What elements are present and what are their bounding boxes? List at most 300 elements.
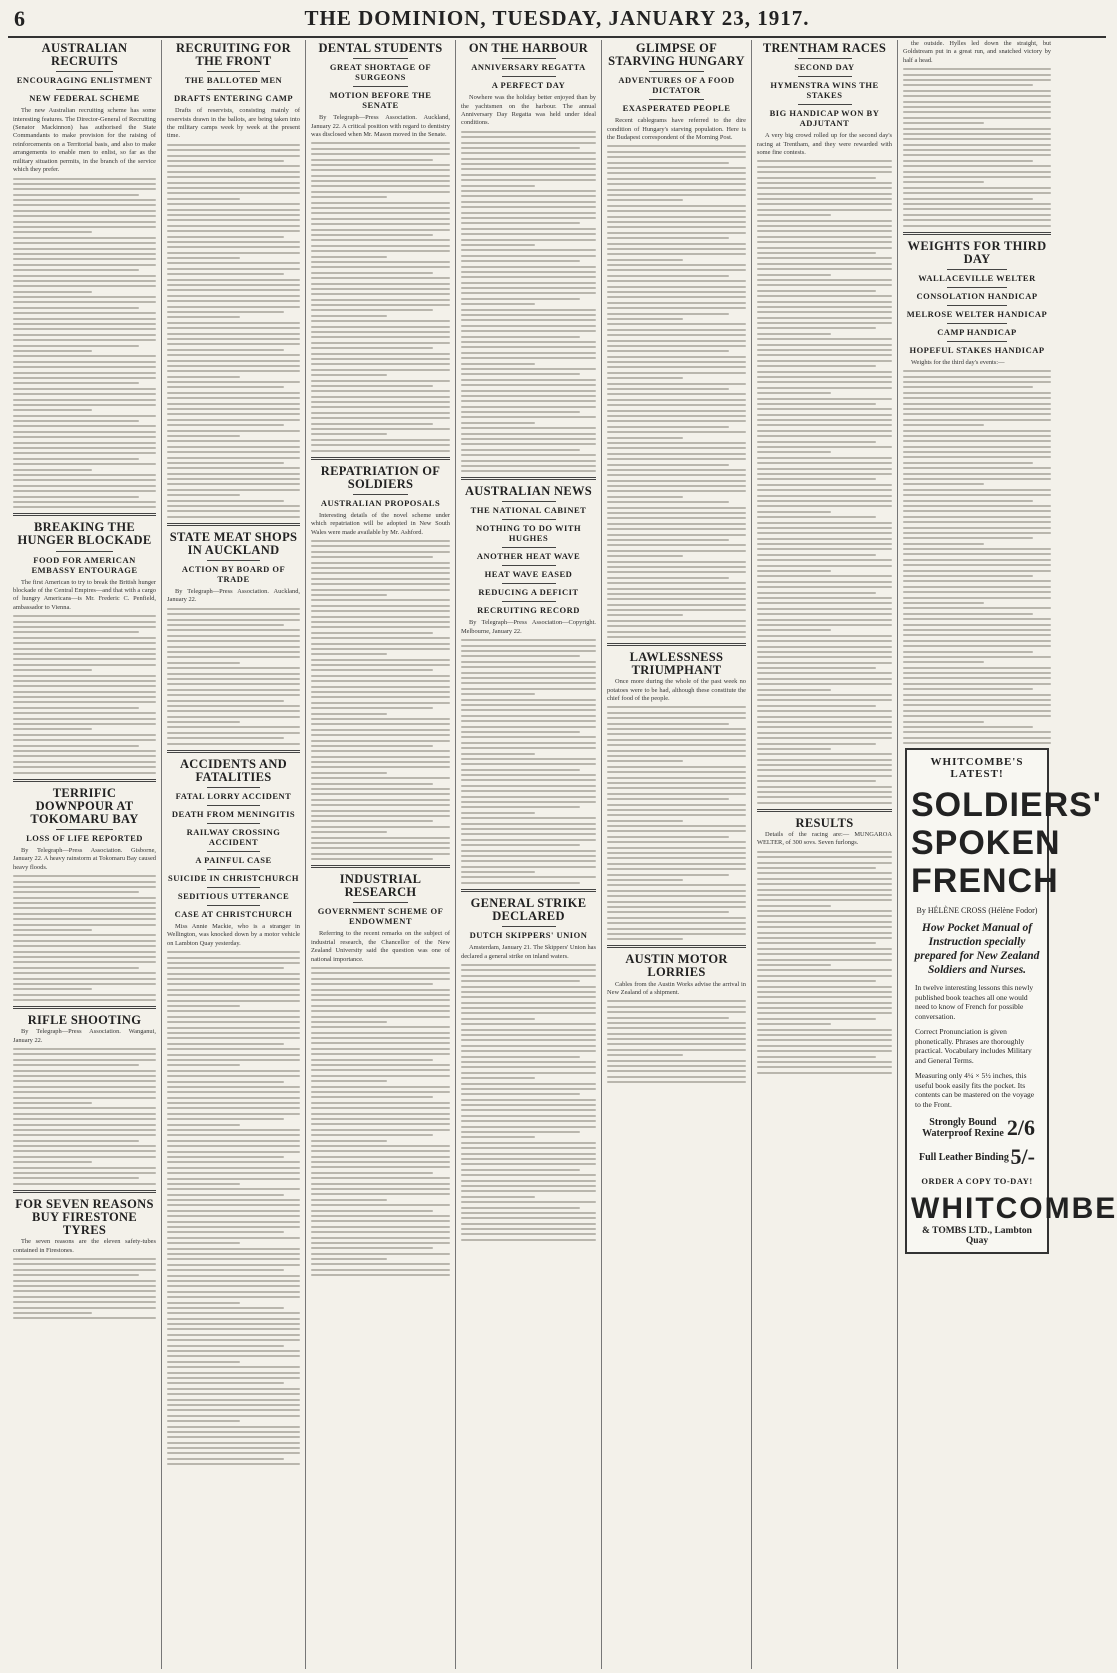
text-line	[757, 1002, 892, 1004]
text-line	[903, 553, 1051, 555]
text-line	[311, 847, 450, 849]
text-line	[13, 388, 156, 390]
text-line	[461, 709, 596, 711]
text-line	[167, 160, 284, 162]
text-line	[167, 1431, 300, 1433]
text-line	[607, 167, 746, 169]
text-line	[167, 230, 300, 232]
text-line	[167, 1436, 300, 1438]
text-line	[13, 178, 156, 180]
text-line	[167, 705, 300, 707]
text-line	[167, 478, 300, 480]
text-line	[13, 1156, 156, 1158]
article-body	[757, 132, 892, 804]
text-line	[311, 1026, 450, 1028]
text-line	[13, 972, 156, 974]
text-line	[607, 733, 746, 735]
text-line	[167, 1118, 284, 1120]
text-line	[757, 646, 892, 648]
text-line	[461, 470, 596, 472]
article-subheading: FOOD FOR AMERICAN EMBASSY ENTOURAGE	[31, 554, 138, 575]
text-line	[607, 210, 746, 212]
text-line	[461, 1228, 596, 1230]
text-line	[461, 400, 596, 402]
text-line	[607, 836, 729, 838]
article-divider	[167, 750, 300, 753]
text-line	[607, 523, 746, 525]
text-line	[757, 791, 892, 793]
text-line	[13, 734, 156, 736]
article-body	[757, 831, 892, 1074]
text-line	[13, 761, 156, 763]
text-line	[607, 609, 746, 611]
text-line	[311, 159, 433, 161]
article-headline: TERRIFIC DOWNPOUR AT TOKOMARU BAY	[30, 785, 139, 826]
text-line	[903, 640, 1051, 642]
text-line	[167, 726, 300, 728]
text-line	[903, 575, 1033, 577]
article	[903, 232, 1051, 745]
text-line	[757, 1023, 831, 1025]
text-line	[167, 1366, 300, 1368]
text-line	[903, 138, 1051, 140]
text-line	[311, 315, 387, 317]
text-line	[757, 360, 892, 362]
text-line	[13, 1307, 156, 1309]
ad-title-line2: SPOKEN FRENCH	[911, 824, 1061, 901]
text-line	[607, 582, 746, 584]
text-line	[311, 385, 433, 387]
text-line	[607, 259, 683, 261]
text-line	[461, 1115, 596, 1117]
text-line	[311, 788, 450, 790]
text-line	[903, 84, 1033, 86]
text-line	[13, 886, 156, 888]
text-line	[757, 468, 892, 470]
text-line	[167, 1242, 240, 1244]
text-line	[757, 274, 831, 276]
text-line	[903, 527, 1051, 529]
text-line	[757, 624, 892, 626]
text-line	[311, 572, 450, 574]
text-line	[903, 198, 1033, 200]
text-line	[13, 1317, 156, 1319]
article-subheading: GOVERNMENT SCHEME OF ENDOWMENT	[317, 906, 444, 927]
text-line	[461, 454, 596, 456]
text-line	[311, 1204, 450, 1206]
text-line	[757, 959, 892, 961]
text-line	[757, 527, 892, 529]
text-line	[13, 296, 156, 298]
text-line	[311, 804, 450, 806]
text-line	[607, 243, 746, 245]
text-line	[13, 409, 92, 411]
text-line	[13, 637, 156, 639]
text-line	[461, 1120, 596, 1122]
text-line	[167, 1296, 300, 1298]
text-line	[757, 910, 892, 912]
text-line	[167, 225, 300, 227]
text-line	[311, 261, 450, 263]
text-line	[461, 731, 580, 733]
text-line	[757, 883, 892, 885]
text-line	[757, 915, 892, 917]
text-line	[607, 895, 746, 897]
text-line	[903, 467, 1051, 469]
text-line	[607, 216, 746, 218]
text-line	[757, 672, 892, 674]
article-headline: RESULTS	[795, 815, 854, 830]
article-body	[311, 114, 450, 451]
text-line	[13, 194, 139, 196]
text-line	[311, 1199, 387, 1201]
text-line	[167, 268, 300, 270]
text-line	[167, 144, 300, 146]
text-lines	[903, 370, 1051, 744]
text-line	[461, 390, 596, 392]
text-line	[13, 258, 156, 260]
article-body	[13, 1028, 156, 1185]
ad-description: Measuring only 4¼ × 5½ inches, this useful book easily fits the pocket. Its contents can be mastered on the voyage to the Front.	[915, 1071, 1035, 1109]
article-intro: Recent cablegrams have referred to the dire condition of Hungary's starving population. Here is the Budapest correspondent of the Morning Post.	[607, 117, 746, 142]
article-subheading: CAMP HANDICAP	[937, 326, 1017, 337]
text-line	[167, 1393, 300, 1395]
text-line	[607, 507, 746, 509]
article-subheading: AUSTRALIAN PROPOSALS	[320, 497, 441, 508]
text-line	[167, 1204, 300, 1206]
text-line	[311, 433, 387, 435]
text-line	[757, 796, 892, 798]
text-line	[757, 980, 876, 982]
text-line	[311, 1064, 450, 1066]
article-headline: ACCIDENTS AND FATALITIES	[179, 756, 288, 784]
text-line	[461, 271, 596, 273]
text-line	[461, 147, 580, 149]
text-line	[461, 980, 580, 982]
text-line	[903, 618, 1051, 620]
text-line	[311, 1269, 450, 1271]
text-line	[311, 272, 433, 274]
text-line	[903, 505, 1051, 507]
text-line	[903, 694, 1051, 696]
text-line	[311, 983, 433, 985]
text-line	[903, 128, 1051, 130]
text-line	[311, 164, 450, 166]
text-line	[903, 133, 1051, 135]
text-line	[757, 166, 892, 168]
text-line	[757, 376, 892, 378]
text-line	[311, 1032, 450, 1034]
text-line	[13, 918, 156, 920]
text-line	[461, 1034, 596, 1036]
headline-rule	[798, 104, 852, 105]
text-line	[311, 218, 450, 220]
text-line	[607, 933, 746, 935]
text-line	[167, 489, 300, 491]
text-line	[903, 683, 1051, 685]
text-line	[311, 1059, 433, 1061]
text-line	[607, 1070, 746, 1072]
text-line	[13, 312, 156, 314]
text-line	[757, 500, 892, 502]
text-line	[607, 928, 746, 930]
text-line	[757, 613, 892, 615]
headline-rule	[207, 560, 260, 561]
text-line	[757, 1061, 892, 1063]
text-line	[757, 290, 876, 292]
text-line	[13, 875, 156, 877]
text-line	[903, 446, 1051, 448]
text-line	[311, 1177, 450, 1179]
text-line	[167, 1140, 300, 1142]
text-line	[167, 300, 300, 302]
text-line	[461, 860, 596, 862]
article	[903, 40, 1051, 227]
text-line	[461, 969, 596, 971]
article-intro: By Telegraph—Press Association. Auckland, January 22.	[167, 588, 300, 604]
text-line	[461, 790, 596, 792]
text-line	[13, 1070, 156, 1072]
text-line	[461, 986, 596, 988]
text-line	[461, 142, 596, 144]
text-line	[167, 408, 300, 410]
text-line	[461, 325, 596, 327]
text-line	[13, 345, 139, 347]
text-line	[903, 624, 1051, 626]
text-line	[757, 565, 892, 567]
text-line	[167, 236, 284, 238]
text-line	[461, 433, 596, 435]
article-body	[607, 981, 746, 1084]
text-line	[311, 1156, 450, 1158]
text-line	[607, 539, 729, 541]
text-line	[311, 578, 450, 580]
text-line	[461, 672, 596, 674]
text-line	[311, 1220, 450, 1222]
text-line	[607, 571, 746, 573]
text-line	[13, 339, 156, 341]
text-line	[461, 1185, 596, 1187]
text-line	[461, 699, 596, 701]
article-intro: Details of the racing are:— MUNGAROA WELTER, of 300 sovs. Seven furlongs.	[757, 830, 892, 847]
text-line	[311, 858, 433, 860]
text-line	[13, 1150, 156, 1152]
text-line	[167, 1145, 300, 1147]
text-lines	[167, 951, 300, 1465]
text-line	[903, 699, 1051, 701]
text-lines	[757, 160, 892, 803]
text-line	[461, 346, 596, 348]
text-line	[757, 899, 892, 901]
text-line	[167, 252, 300, 254]
text-line	[311, 1215, 450, 1217]
text-line	[607, 798, 729, 800]
text-line	[311, 659, 450, 661]
text-line	[13, 1285, 156, 1287]
text-line	[167, 721, 240, 723]
text-line	[757, 716, 892, 718]
text-line	[311, 1242, 450, 1244]
text-line	[461, 1045, 596, 1047]
headline-rule	[798, 76, 852, 77]
text-line	[311, 169, 450, 171]
headline-rule	[649, 99, 705, 100]
text-line	[461, 876, 596, 878]
text-line	[461, 1077, 535, 1079]
text-line	[13, 485, 156, 487]
text-line	[461, 212, 596, 214]
text-line	[13, 210, 156, 212]
text-line	[757, 689, 831, 691]
article-subheading: RECRUITING RECORD	[477, 605, 580, 616]
text-line	[461, 774, 596, 776]
text-line	[311, 401, 450, 403]
text-line	[167, 1237, 300, 1239]
text-line	[13, 237, 156, 239]
text-line	[461, 823, 596, 825]
text-line	[311, 837, 450, 839]
text-line	[167, 978, 300, 980]
ad-price: 5/-	[1010, 1144, 1035, 1170]
text-line	[167, 1312, 300, 1314]
text-line	[13, 1091, 156, 1093]
text-line	[167, 279, 300, 281]
text-line	[167, 1172, 300, 1174]
text-line	[607, 717, 746, 719]
text-lines	[13, 1258, 156, 1319]
text-line	[167, 673, 300, 675]
article-subheading: DEATH FROM MENINGITIS	[171, 808, 296, 819]
text-line	[757, 753, 892, 755]
text-line	[13, 1053, 156, 1055]
text-line	[903, 187, 1051, 189]
text-line	[607, 906, 746, 908]
text-line	[757, 478, 876, 480]
text-line	[903, 629, 1051, 631]
text-line	[461, 206, 596, 208]
text-line	[167, 656, 300, 658]
text-line	[461, 871, 535, 873]
text-line	[167, 462, 284, 464]
column-1	[8, 40, 162, 1669]
text-line	[311, 342, 450, 344]
text-line	[461, 195, 596, 197]
text-line	[461, 1153, 596, 1155]
text-line	[311, 820, 433, 822]
text-line	[757, 430, 892, 432]
text-line	[13, 956, 156, 958]
text-line	[13, 248, 156, 250]
text-line	[461, 330, 596, 332]
text-line	[903, 494, 1051, 496]
text-line	[311, 783, 433, 785]
headline-rule	[207, 823, 260, 824]
text-line	[461, 655, 580, 657]
text-line	[13, 924, 156, 926]
text-line	[167, 327, 300, 329]
text-line	[311, 245, 450, 247]
text-line	[757, 1034, 892, 1036]
text-line	[757, 721, 892, 723]
text-line	[757, 392, 831, 394]
text-line	[757, 764, 892, 766]
text-line	[903, 672, 1051, 674]
article	[461, 889, 596, 1241]
text-line	[461, 677, 596, 679]
text-line	[607, 712, 746, 714]
text-line	[311, 1053, 450, 1055]
text-lines	[167, 144, 300, 518]
text-line	[757, 489, 892, 491]
text-line	[311, 610, 450, 612]
article-subheading: GREAT SHORTAGE OF SURGEONS	[329, 62, 432, 83]
text-line	[13, 431, 156, 433]
text-line	[757, 451, 831, 453]
text-line	[461, 1180, 596, 1182]
text-line	[13, 967, 139, 969]
text-line	[903, 117, 1051, 119]
text-line	[311, 799, 450, 801]
text-line	[311, 545, 450, 547]
text-line	[311, 1123, 450, 1125]
text-line	[757, 327, 876, 329]
article-subheading: WALLACEVILLE WELTER	[918, 272, 1036, 283]
text-line	[13, 621, 156, 623]
text-line	[461, 666, 596, 668]
article-headline: GENERAL STRIKE DECLARED	[470, 895, 587, 923]
text-line	[607, 485, 746, 487]
text-line	[461, 1012, 596, 1014]
text-line	[607, 636, 746, 638]
article-divider	[311, 865, 450, 868]
text-line	[757, 220, 892, 222]
text-line	[607, 280, 746, 282]
text-line	[607, 750, 746, 752]
text-line	[607, 1017, 729, 1019]
text-line	[311, 239, 450, 241]
text-line	[167, 662, 240, 664]
text-line	[311, 605, 450, 607]
text-line	[607, 361, 746, 363]
text-line	[461, 1163, 596, 1165]
article-subheading: SEDITIOUS UTTERANCE	[177, 890, 290, 901]
text-line	[13, 361, 156, 363]
headline-rule	[502, 547, 556, 548]
text-line	[903, 176, 1051, 178]
text-line	[607, 323, 746, 325]
ad-brand-name: WHITCOMBE	[911, 1192, 1117, 1226]
text-line	[903, 564, 1051, 566]
text-line	[757, 160, 892, 162]
text-line	[903, 370, 1051, 372]
text-line	[167, 1081, 284, 1083]
text-line	[757, 586, 892, 588]
text-line	[167, 311, 284, 313]
article-subheading: CASE AT CHRISTCHURCH	[174, 908, 293, 919]
text-line	[607, 156, 746, 158]
text-line	[13, 1113, 156, 1115]
text-line	[903, 386, 1033, 388]
text-line	[607, 264, 746, 266]
article-intro: Referring to the recent remarks on the subject of industrial research, the Chancellor of the New Zealand University said the question was one of national importance.	[311, 930, 450, 963]
text-line	[607, 820, 683, 822]
text-line	[461, 443, 596, 445]
text-line	[311, 750, 450, 752]
text-line	[607, 793, 746, 795]
text-line	[311, 583, 450, 585]
text-line	[607, 534, 746, 536]
text-line	[757, 543, 892, 545]
